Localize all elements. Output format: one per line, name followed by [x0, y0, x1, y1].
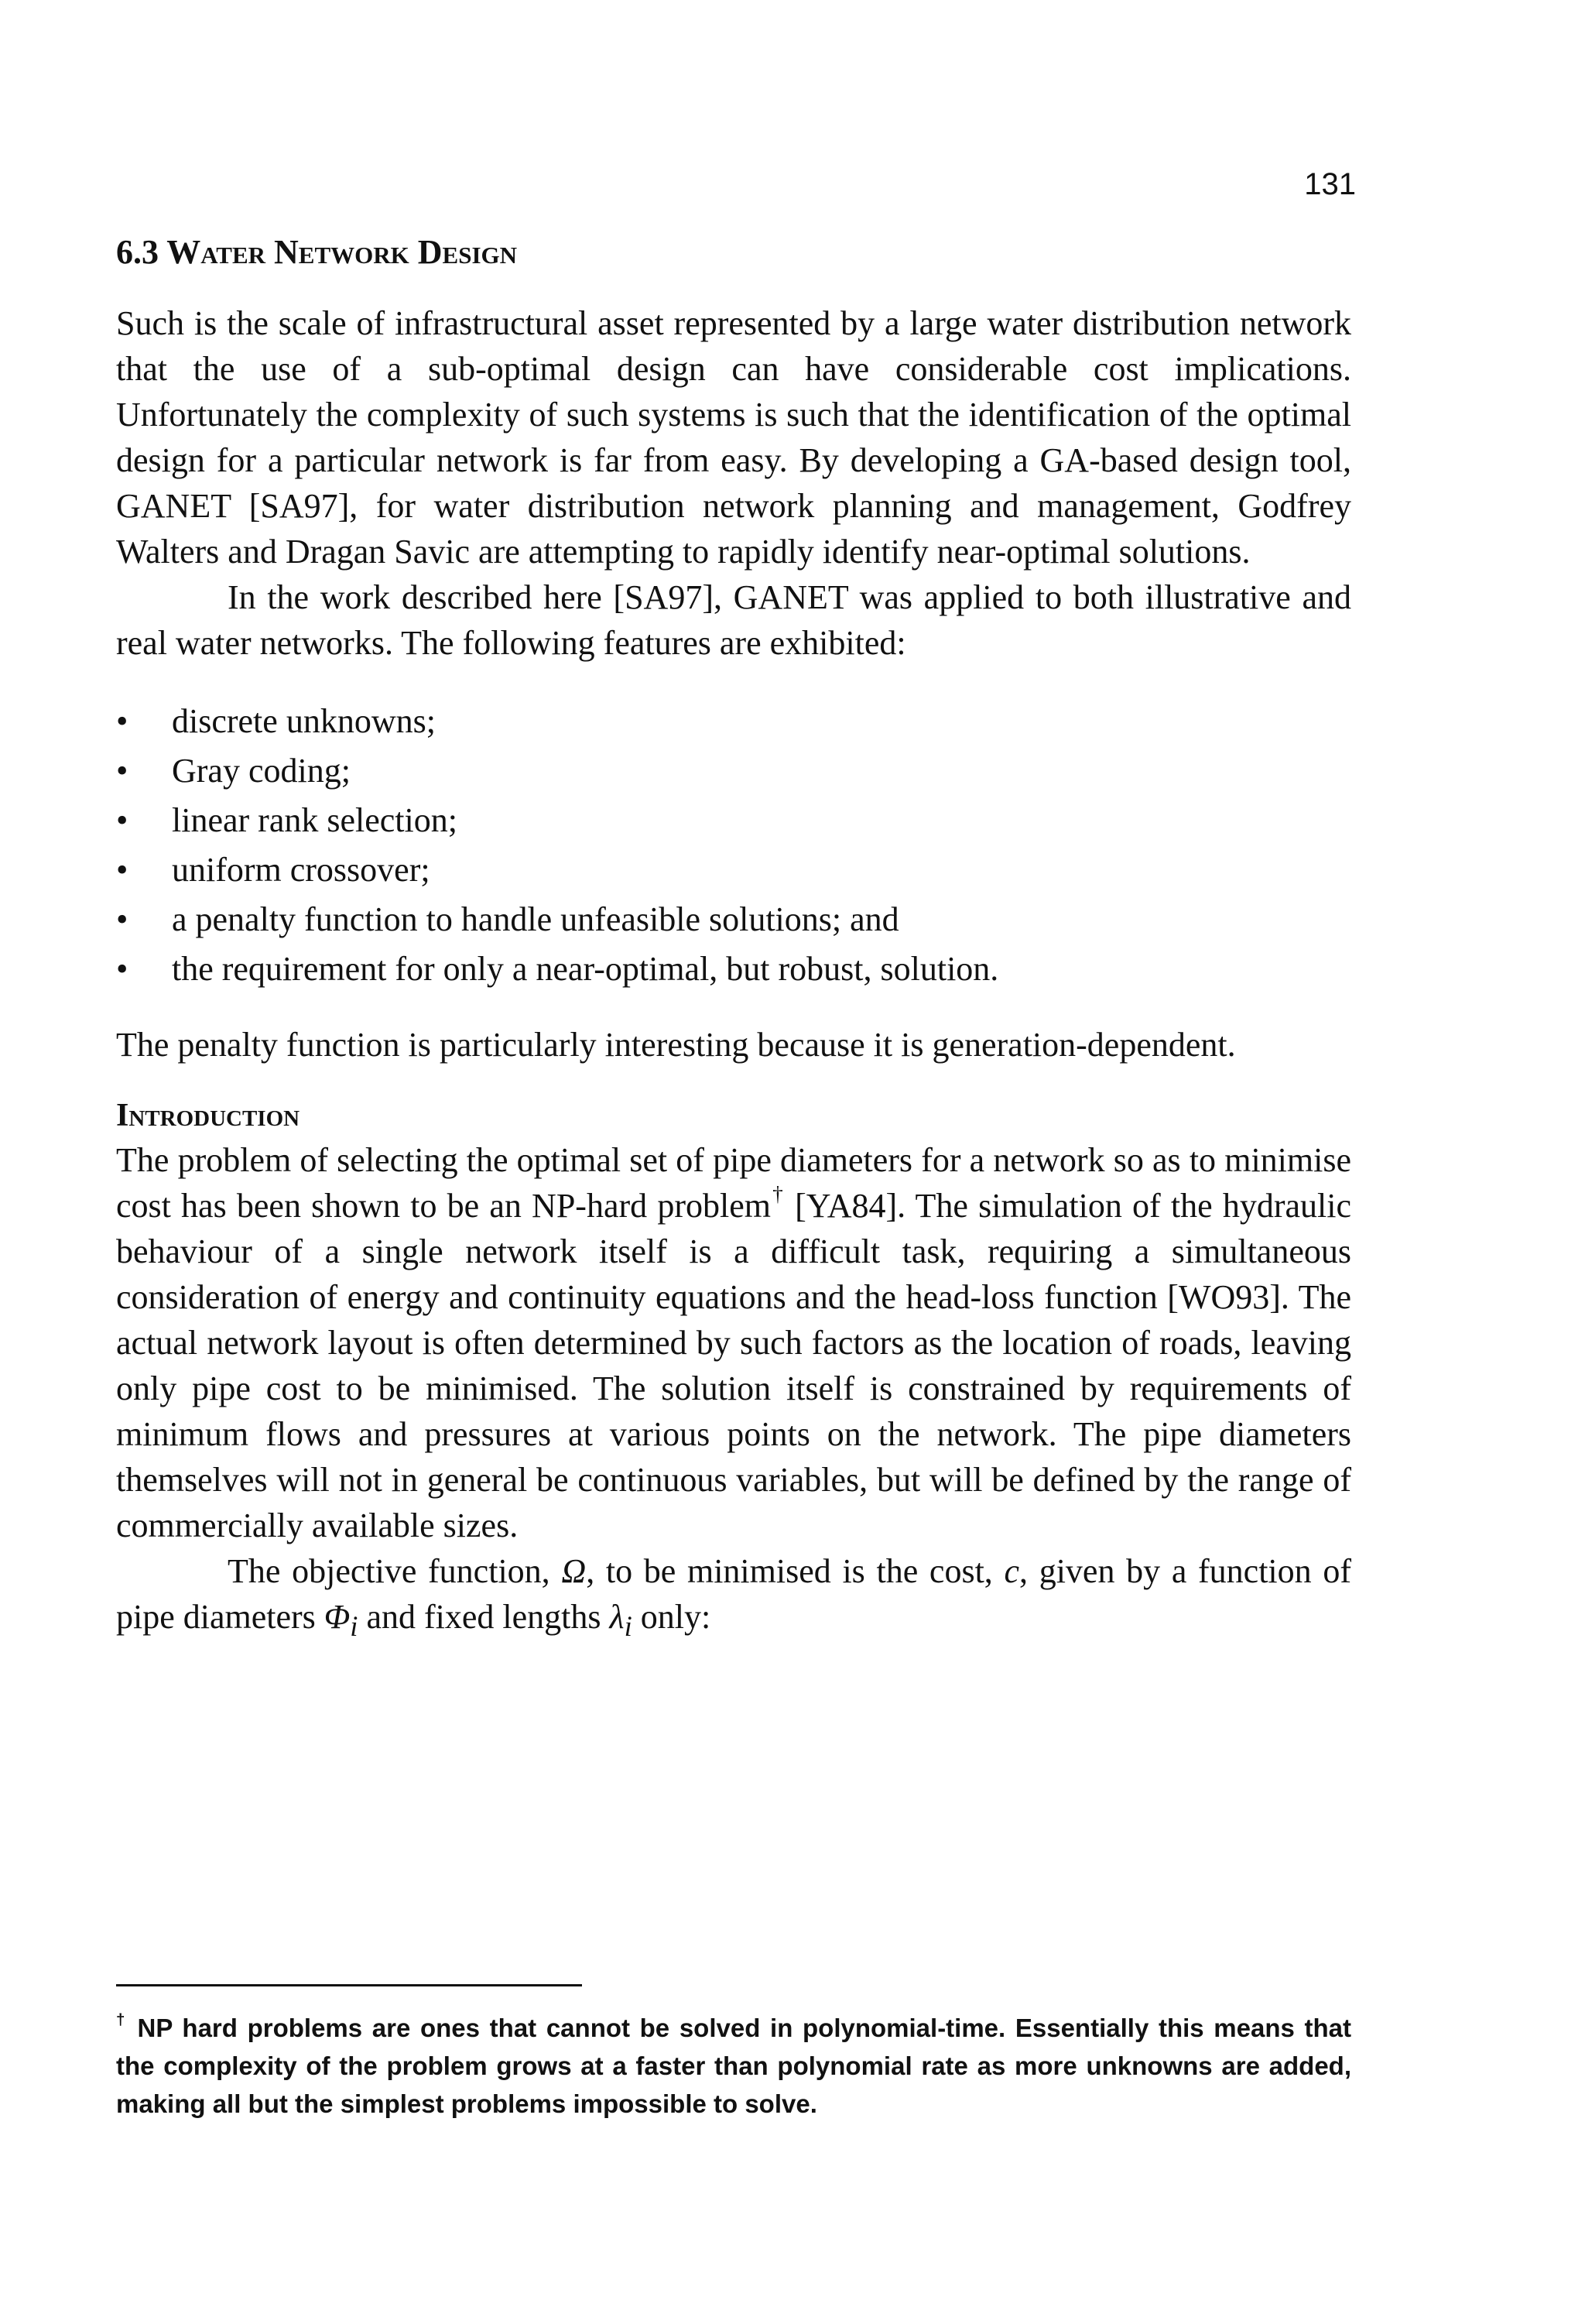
list-item-text: the requirement for only a near-optimal, but robust, solution.	[172, 950, 999, 988]
cost-symbol: c	[1004, 1552, 1020, 1590]
list-item-text: linear rank selection;	[172, 801, 457, 839]
list-item	[116, 895, 1351, 944]
lambda-symbol: λ	[609, 1598, 625, 1636]
bullet-icon: •	[116, 702, 128, 740]
omega-symbol: Ω	[561, 1552, 587, 1590]
list-item	[116, 944, 1351, 994]
lambda-subscript: i	[624, 1609, 632, 1642]
section-heading: 6.3 Water Network Design	[116, 233, 518, 271]
introduction-paragraph-1	[116, 1137, 1351, 1548]
footnote-divider	[116, 1984, 582, 1986]
footnote-text: NP hard problems are ones that cannot be solved in polynomial-time. Essentially this means that the complexity of the problem grows at a faster than polynomial rate as more unknowns are added, making all but the simplest problems impossible to solve.	[116, 2014, 1351, 2118]
objective-text-part-1: The objective function,	[228, 1552, 562, 1590]
introduction-heading: Introduction	[116, 1098, 300, 1133]
bullet-icon: •	[116, 950, 128, 988]
footnote-reference: †	[770, 1182, 785, 1206]
feature-list	[116, 697, 1351, 994]
phi-symbol: Φ	[324, 1598, 351, 1636]
list-item-text: a penalty function to handle unfeasible solutions; and	[172, 900, 899, 938]
introduction-paragraph-2	[116, 1548, 1351, 1649]
objective-text-part-5: only:	[632, 1598, 711, 1636]
bullet-icon: •	[116, 851, 128, 889]
bullet-icon: •	[116, 900, 128, 938]
page-number: 131	[1304, 167, 1356, 201]
section-paragraph-3: The penalty function is particularly interesting because it is generation-dependent.	[116, 1026, 1236, 1064]
intro-text-part-2: [YA84]. The simulation of the hydraulic behaviour of a single network itself is a difficult task, requiring a simultaneous consideration of energy and continuity equations and the head-loss function [WO93]. The actual network layout is often determined by such factors as the location of roads, leaving only pipe cost to be minimised. The solution itself is constrained by requirements of minimum flows and pressures at various points on the network. The pipe diameters themselves will not in general be continuous variables, but will be defined by the range of commercially available sizes.	[116, 1187, 1351, 1544]
list-item	[116, 796, 1351, 845]
footnote-marker: †	[116, 2010, 128, 2029]
section-paragraph-1: Such is the scale of infrastructural asset represented by a large water distribution network that the use of a sub-optimal design can have considerable cost implications. Unfortunately the complexity of such systems is such that the identification of the optimal design for a particular network is far from easy. By developing a GA-based design tool, GANET [SA97], for water distribution network planning and management, Godfrey Walters and Dragan Savic are attempting to rapidly identify near-optimal solutions.	[116, 304, 1351, 571]
list-item-text: Gray coding;	[172, 752, 351, 790]
list-item-text: uniform crossover;	[172, 851, 430, 889]
bullet-icon: •	[116, 752, 128, 790]
bullet-icon: •	[116, 801, 128, 839]
objective-text-part-2: , to be minimised is the cost,	[586, 1552, 1005, 1590]
list-item	[116, 746, 1351, 796]
section-paragraph-2: In the work described here [SA97], GANET was applied to both illustrative and real water networks. The following features are exhibited:	[116, 578, 1351, 662]
footnote	[116, 2009, 1351, 2123]
phi-subscript: i	[350, 1609, 358, 1642]
list-item	[116, 697, 1351, 746]
list-item	[116, 845, 1351, 895]
objective-text-part-4: and fixed lengths	[358, 1598, 610, 1636]
intro-text-part-1: The problem of selecting the optimal set of pipe diameters for a network so as to minimise cost has been shown to be an NP-hard problem	[116, 1141, 1351, 1225]
objective-text-part-3: , given by a function of pipe diameters	[116, 1552, 1351, 1636]
list-item-text: discrete unknowns;	[172, 702, 436, 740]
page-content	[116, 229, 1351, 1649]
